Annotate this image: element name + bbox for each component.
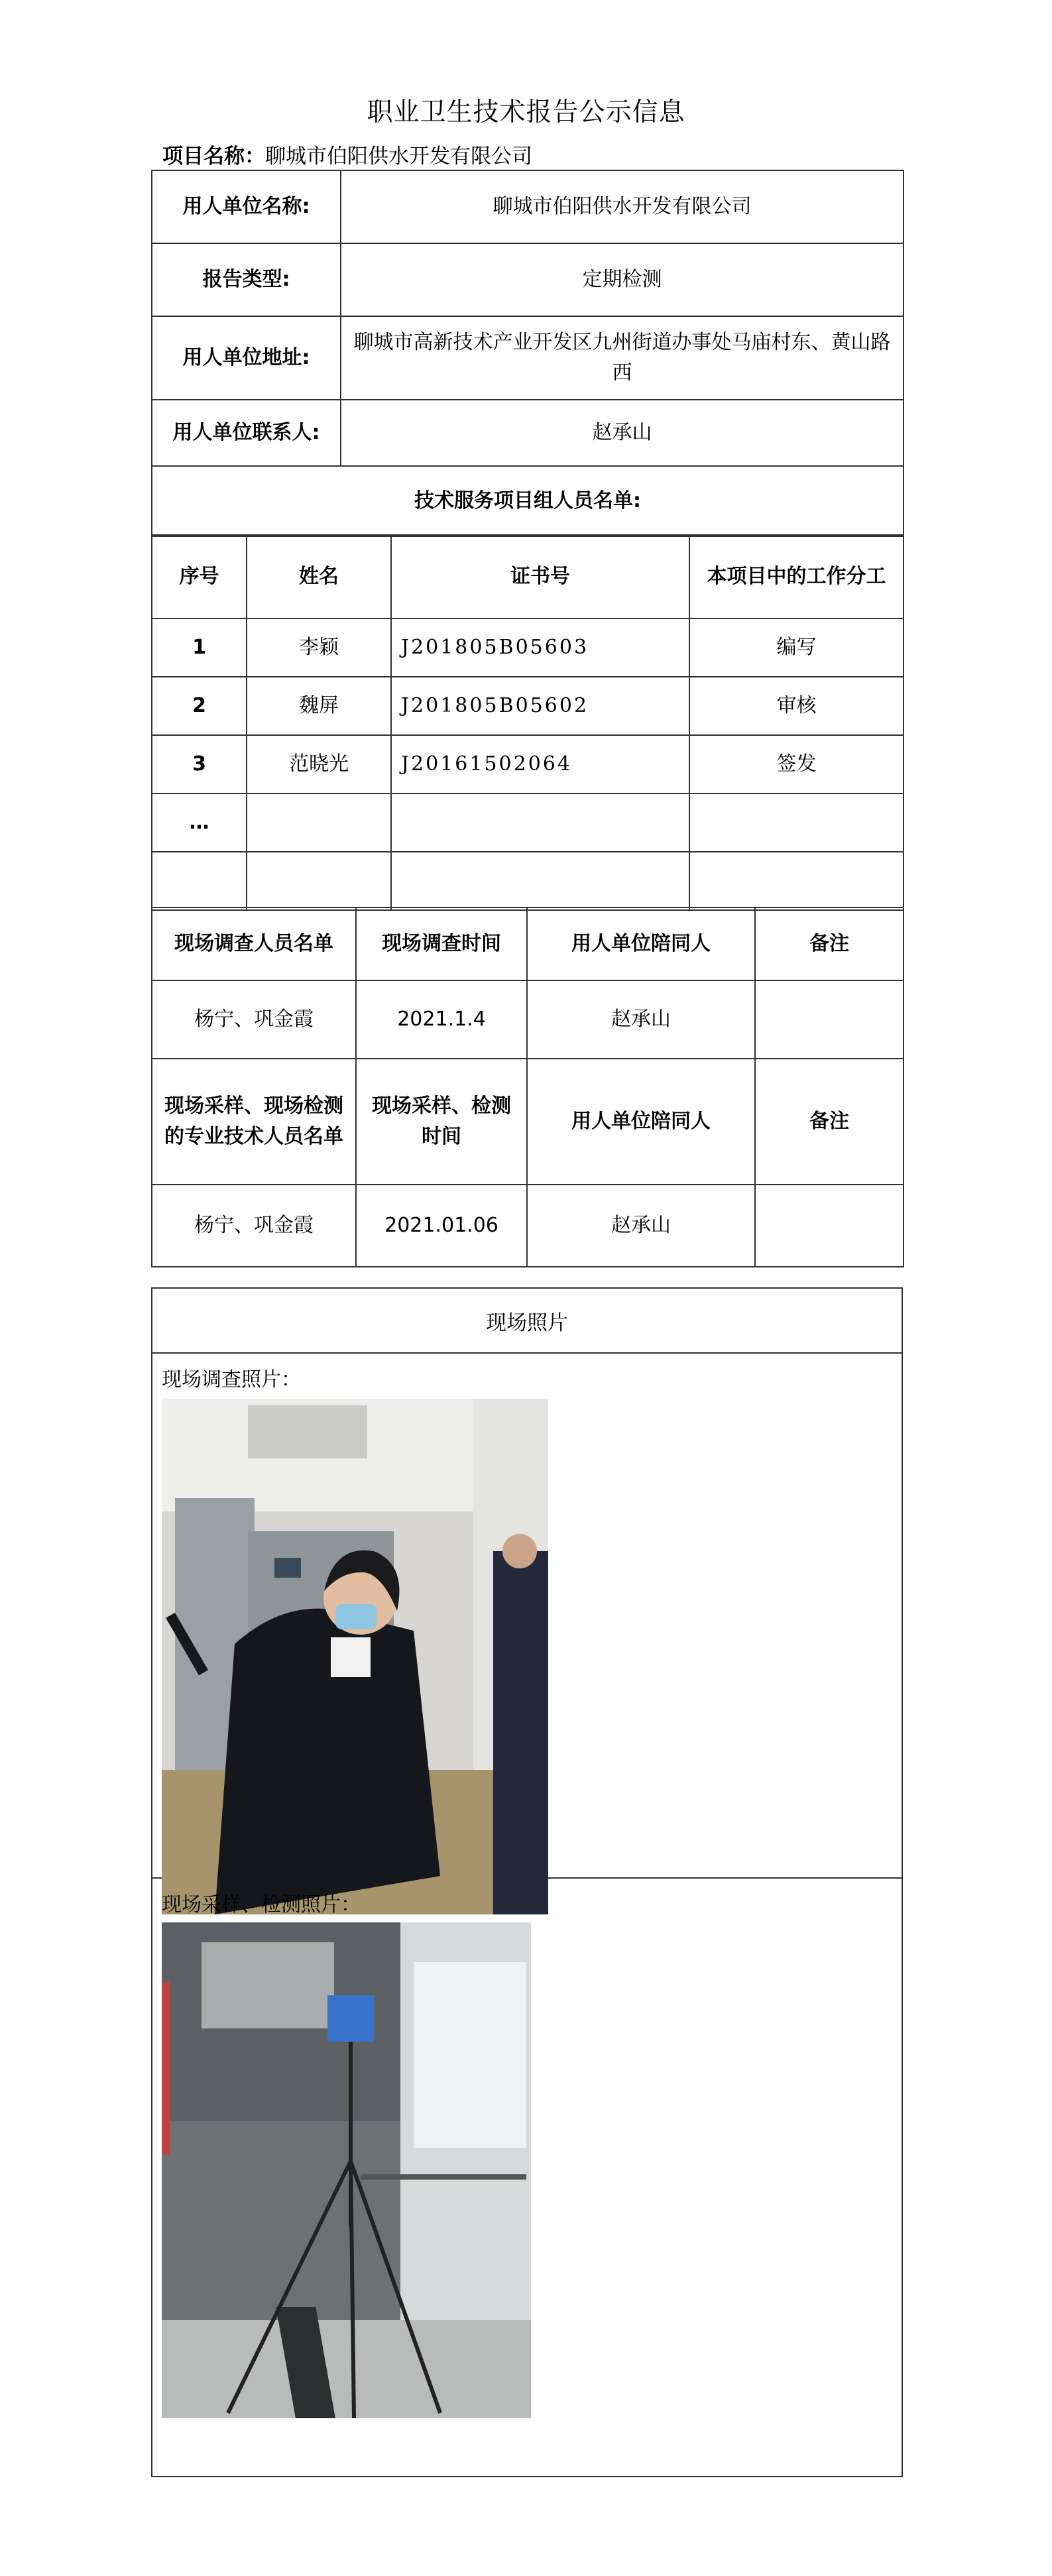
row-role [689,793,904,852]
row-name: 范晓光 [247,735,391,793]
survey-photo-label: 现场调查照片： [162,1368,301,1391]
sampling-photo [162,1922,531,2418]
sampling-staff: 杨宁、巩金霞 [152,1185,356,1267]
survey-remark [755,980,904,1059]
survey-header-remark: 备注 [755,907,904,980]
sampling-header-escort: 用人单位陪同人 [527,1059,755,1185]
address-value: 聊城市高新技术产业开发区九州街道办事处马庙村东、黄山路西 [341,316,904,400]
team-heading: 技术服务项目组人员名单: [152,466,904,536]
sampling-remark [755,1185,904,1267]
sampling-header-time: 现场采样、检测时间 [356,1059,527,1185]
survey-time: 2021.1.4 [356,980,527,1059]
row-index: 3 [152,735,247,793]
row-role: 审核 [689,677,904,735]
row-name [247,793,391,852]
survey-escort: 赵承山 [527,980,755,1059]
col-header-name: 姓名 [247,535,391,618]
report-type-label: 报告类型: [152,243,341,316]
survey-staff: 杨宁、巩金霞 [152,980,356,1059]
col-header-role: 本项目中的工作分工 [689,535,904,618]
table-row [152,793,904,852]
team-table [151,534,904,911]
address-label: 用人单位地址: [152,316,341,400]
table-row [152,735,904,793]
table-row [152,677,904,735]
col-header-cert: 证书号 [391,535,689,618]
project-line [162,139,532,169]
table-row [152,852,904,910]
survey-header-staff: 现场调查人员名单 [152,907,356,980]
contact-value: 赵承山 [341,400,904,466]
survey-header-time: 现场调查时间 [356,907,527,980]
sampling-escort: 赵承山 [527,1185,755,1267]
sampling-header-staff: 现场采样、现场检测的专业技术人员名单 [152,1059,356,1185]
row-index: 2 [152,677,247,735]
unit-info-table [151,170,904,537]
row-cert: J201805B05602 [391,677,689,735]
contact-label: 用人单位联系人: [152,400,341,466]
survey-photo-section [152,1354,902,1879]
row-cert [391,793,689,852]
survey-table [151,907,904,1267]
row-cert: J20161502064 [391,735,689,793]
row-role: 签发 [689,735,904,793]
table-row [152,618,904,677]
photos-section [151,1287,903,2477]
survey-photo [162,1399,548,1914]
row-index: … [152,793,247,852]
row-name: 魏屏 [247,677,391,735]
row-cert: J201805B05603 [391,618,689,677]
unit-name-label: 用人单位名称: [152,170,341,243]
sampling-photo-section [152,1879,902,2477]
sampling-photo-label: 现场采样、检测照片： [162,1893,361,1916]
page-title: 职业卫生技术报告公示信息 [367,97,685,127]
report-type-value: 定期检测 [341,243,904,316]
row-index: 1 [152,618,247,677]
row-role: 编写 [689,618,904,677]
sampling-time: 2021.01.06 [356,1185,527,1267]
photos-heading: 现场照片 [152,1289,902,1354]
project-name: 聊城市伯阳供水开发有限公司 [265,145,532,168]
unit-name-value: 聊城市伯阳供水开发有限公司 [341,170,904,243]
col-header-index: 序号 [152,535,247,618]
project-label: 项目名称： [162,145,265,168]
sampling-header-remark: 备注 [755,1059,904,1185]
row-name: 李颖 [247,618,391,677]
survey-header-escort: 用人单位陪同人 [527,907,755,980]
